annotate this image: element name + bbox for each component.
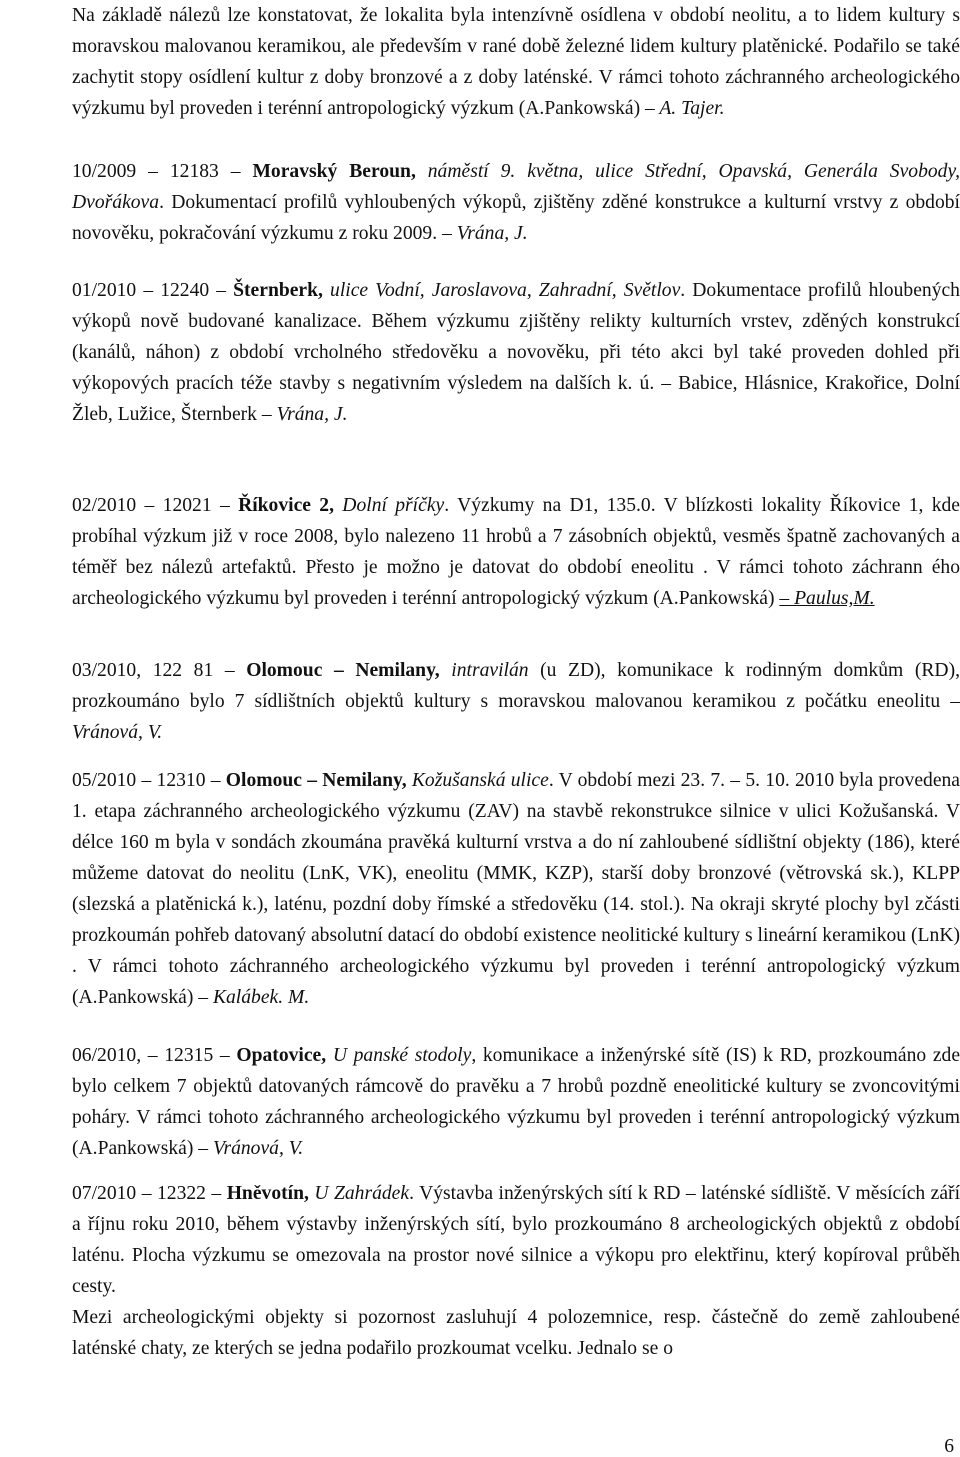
entry-author: – Vránová, V.: [72, 691, 960, 743]
entry-id: 06/2010,: [72, 1045, 142, 1066]
entry-05-2010: 05/2010 – 12310 – Olomouc – Nemilany, Kožušanská ulice. V období mezi 23. 7. – 5. 10. 2010 byla provedena 1. etapa záchranného archeologického výzkumu (ZAV) na stavbě rekonstrukce silnice v ulici Kožušanská. V délce 160 m byla v sondách zkoumána pravěká kulturní vrstva a do ní zahloubené sídlištní objekty (186), které můžeme datovat do neolitu (LnK, VK), eneolitu (MMK, KZP), starší doby bronzové (větrovská sk.), KLPP (slezská a platěnická k.), laténu, pozdní doby římské a středověku (14. stol.). Na okraji skryté plochy byl zčásti prozkoumán pohřeb datovaný absolutní datací do období existence neolitické kultury s lineární keramikou (LnK) . V rámci tohoto záchranného archeologického výzkumu byl proveden i terénní antropologický výzkum (A.Pankowská) – Kalábek. M.: [72, 770, 960, 1008]
entry-place: Říkovice 2,: [238, 495, 334, 516]
entry-author: – Vránová, V.: [198, 1138, 304, 1159]
entry-text: . Dokumentací profilů vyhloubených výkopů, zjištěny zděné konstrukce a kulturní vrstvy z období novověku, pokračování výzkumu z roku 2009.: [72, 192, 960, 244]
entry-author: – Kalábek. M.: [198, 987, 310, 1008]
entry-id: 02/2010: [72, 495, 137, 516]
entry-02-2010: 02/2010 – 12021 – Říkovice 2, Dolní příčky. Výzkumy na D1, 135.0. V blízkosti lokality Říkovice 1, kde probíhal výzkum již v roce 2008, bylo nalezeno 11 hrobů a 7 zásobních objektů, vesměs špatně zachovaných a téměř bez nálezů artefaktů. Přesto je možno je datovat do období eneolitu . V rámci tohoto záchrann ého archeologického výzkumu byl proveden i terénní antropologický výzkum (A.Pankowská) – Paulus,M.: [72, 495, 960, 609]
entry-id: 01/2010: [72, 280, 137, 301]
entry-id: 05/2010: [72, 770, 137, 791]
entry-07-2010: 07/2010 – 12322 – Hněvotín, U Zahrádek. Výstavba inženýrských sítí k RD – laténské sídliště. V měsících září a říjnu roku 2010, během výstavby inženýrských sítí, bylo prozkoumáno 8 archeologických objektů z období laténu. Plocha výzkumu se omezovala na prostor nové silnice a výkopu pro elektřinu, který kopíroval průběh cesty. Mezi archeologickými objekty si pozornost zasluhují 4 polozemnice, resp. částečně do země zahloubené laténské chaty, ze kterých se jedna podařilo prozkoumat vcelku. Jednalo se o: [72, 1183, 960, 1359]
entry-place: Šternberk,: [233, 280, 323, 301]
entry-location: Dolní příčky: [334, 495, 445, 516]
entry-place: Moravský Beroun,: [252, 161, 416, 182]
entry-num: 12310: [156, 770, 206, 791]
entry-location: U panské stodoly: [326, 1045, 472, 1066]
entry-location: intravilán: [439, 660, 529, 681]
entry-text: (u ZD), komunikace k rodinným domkům (RD), prozkoumáno bylo 7 sídlištních objektů kultury s moravskou malovanou keramikou z počátku eneolitu: [72, 660, 960, 712]
entry-continuation: Mezi archeologickými objekty si pozornost zasluhují 4 polozemnice, resp. částečně do země zahloubené laténské chaty, ze kterých se jedna podařilo prozkoumat vcelku. Jednalo se o: [72, 1307, 960, 1359]
entry-text: , komunikace a inženýrské sítě (IS) k RD, prozkoumáno zde bylo celkem 7 objektů datovaných rámcově do pravěku a 7 hrobů pozdně eneolitické kultury se zvoncovitými poháry. V rámci tohoto záchranného archeologického výzkumu byl proveden i terénní antropologický výzkum (A.Pankowská): [72, 1045, 960, 1159]
entry-place: Hněvotín,: [226, 1183, 309, 1204]
entry-id: 10/2009: [72, 161, 137, 182]
entry-id: 07/2010: [72, 1183, 137, 1204]
entry-num: 12021: [162, 495, 212, 516]
entry-03-2010: 03/2010, 122 81 – Olomouc – Nemilany, intravilán (u ZD), komunikace k rodinným domkům (RD), prozkoumáno bylo 7 sídlištních objektů kultury s moravskou malovanou keramikou z počátku eneolitu – Vránová, V.: [72, 660, 960, 743]
entry-10-2009: 10/2009 – 12183 – Moravský Beroun, náměstí 9. května, ulice Střední, Opavská, Generála Svobody, Dvořákova. Dokumentací profilů vyhloubených výkopů, zjištěny zděné konstrukce a kulturní vrstvy z období novověku, pokračování výzkumu z roku 2009. – Vrána, J.: [72, 161, 960, 244]
entry-place: Olomouc – Nemilany,: [246, 660, 440, 681]
entry-text: . Výstavba inženýrských sítí k RD – laténské sídliště. V měsících září a říjnu roku 2010, během výstavby inženýrských sítí, bylo prozkoumáno 8 archeologických objektů z období laténu. Plocha výzkumu se omezovala na prostor nové silnice a výkopu pro elektřinu, který kopíroval průběh cesty.: [72, 1183, 960, 1297]
intro-author: – A. Tajer.: [645, 98, 725, 119]
entry-author: – Vrána, J.: [442, 223, 528, 244]
entry-location: Kožušanská ulice: [406, 770, 549, 791]
entry-location: ulice Vodní, Jaroslavova, Zahradní, Světlov: [322, 280, 681, 301]
entry-author: – Vrána, J.: [261, 404, 348, 425]
entry-text: . V období mezi 23. 7. – 5. 10. 2010 byla provedena 1. etapa záchranného archeologického výzkumu (ZAV) na stavbě rekonstrukce silnice v ulici Kožušanská. V délce 160 m byla v sondách zkoumána pravěká kulturní vrstva a do ní zahloubené sídlištní objekty (186), které můžeme datovat do neolitu (LnK, VK), eneolitu (MMK, KZP), starší doby bronzové (větrovská sk.), KLPP (slezská a platěnická k.), laténu, pozdní doby římské a středověku (14. stol.). Na okraji skryté plochy byl zčásti prozkoumán pohřeb datovaný absolutní datací do období existence neolitické kultury s lineární keramikou (LnK) . V rámci tohoto záchranného archeologického výzkumu byl proveden i terénní antropologický výzkum (A.Pankowská): [72, 770, 960, 1008]
entry-place: Opatovice,: [236, 1045, 327, 1066]
intro-text: Na základě nálezů lze konstatovat, že lokalita byla intenzívně osídlena v období neolitu, a to lidem kultury s moravskou malovanou keramikou, ale především v rané době železné lidem kultury platěnické. Podařilo se také zachytit stopy osídlení kultur z doby bronzové a z doby laténské. V rámci tohoto záchranného archeologického výzkumu byl proveden i terénní antropologický výzkum (A.Pankowská): [72, 5, 960, 119]
entry-text: . Výzkumy na D1, 135.0. V blízkosti lokality Říkovice 1, kde probíhal výzkum již v roce 2008, bylo nalezeno 11 hrobů a 7 zásobních objektů, vesměs špatně zachovaných a téměř bez nálezů artefaktů. Přesto je možno je datovat do období eneolitu . V rámci tohoto záchrann ého archeologického výzkumu byl proveden i terénní antropologický výzkum (A.Pankowská): [72, 495, 960, 609]
entry-num: 122 81: [152, 660, 214, 681]
intro-paragraph: [72, 0, 960, 124]
page-number: 6: [944, 1436, 954, 1457]
entry-num: 12240: [160, 280, 210, 301]
entry-location: náměstí 9. května, ulice Střední, Opavská, Generála Svobody, Dvořákova: [72, 161, 960, 213]
entry-place: Olomouc – Nemilany,: [225, 770, 407, 791]
entry-06-2010: 06/2010, – 12315 – Opatovice, U panské stodoly, komunikace a inženýrské sítě (IS) k RD, prozkoumáno zde bylo celkem 7 objektů datovaných rámcově do pravěku a 7 hrobů pozdně eneolitické kultury se zvoncovitými poháry. V rámci tohoto záchranného archeologického výzkumu byl proveden i terénní antropologický výzkum (A.Pankowská) – Vránová, V.: [72, 1045, 960, 1159]
entry-01-2010: 01/2010 – 12240 – Šternberk, ulice Vodní, Jaroslavova, Zahradní, Světlov. Dokumentace profilů hloubených výkopů nově budované kanalizace. Během výzkumu zjištěny relikty kulturních vrstev, zděných konstrukcí (kanálů, náhon) z období vrcholného středověku a novověku, při této akci byl také proveden dohled při výkopových pracích téže stavby s negativním výsledem na dalších k. ú. – Babice, Hlásnice, Krakořice, Dolní Žleb, Lužice, Šternberk – Vrána, J.: [72, 280, 960, 425]
entry-location: U Zahrádek: [308, 1183, 410, 1204]
entry-text: . Dokumentace profilů hloubených výkopů nově budované kanalizace. Během výzkumu zjištěny relikty kulturních vrstev, zděných konstrukcí (kanálů, náhon) z období vrcholného středověku a novověku, při této akci byl také proveden dohled při výkopových pracích téže stavby s negativním výsledem na dalších k. ú. – Babice, Hlásnice, Krakořice, Dolní Žleb, Lužice, Šternberk: [72, 280, 960, 425]
entry-num: 12322: [156, 1183, 206, 1204]
entry-num: 12315: [164, 1045, 214, 1066]
entry-author: – Paulus,M.: [779, 588, 875, 609]
entry-num: 12183: [169, 161, 219, 182]
entry-id: 03/2010,: [72, 660, 142, 681]
